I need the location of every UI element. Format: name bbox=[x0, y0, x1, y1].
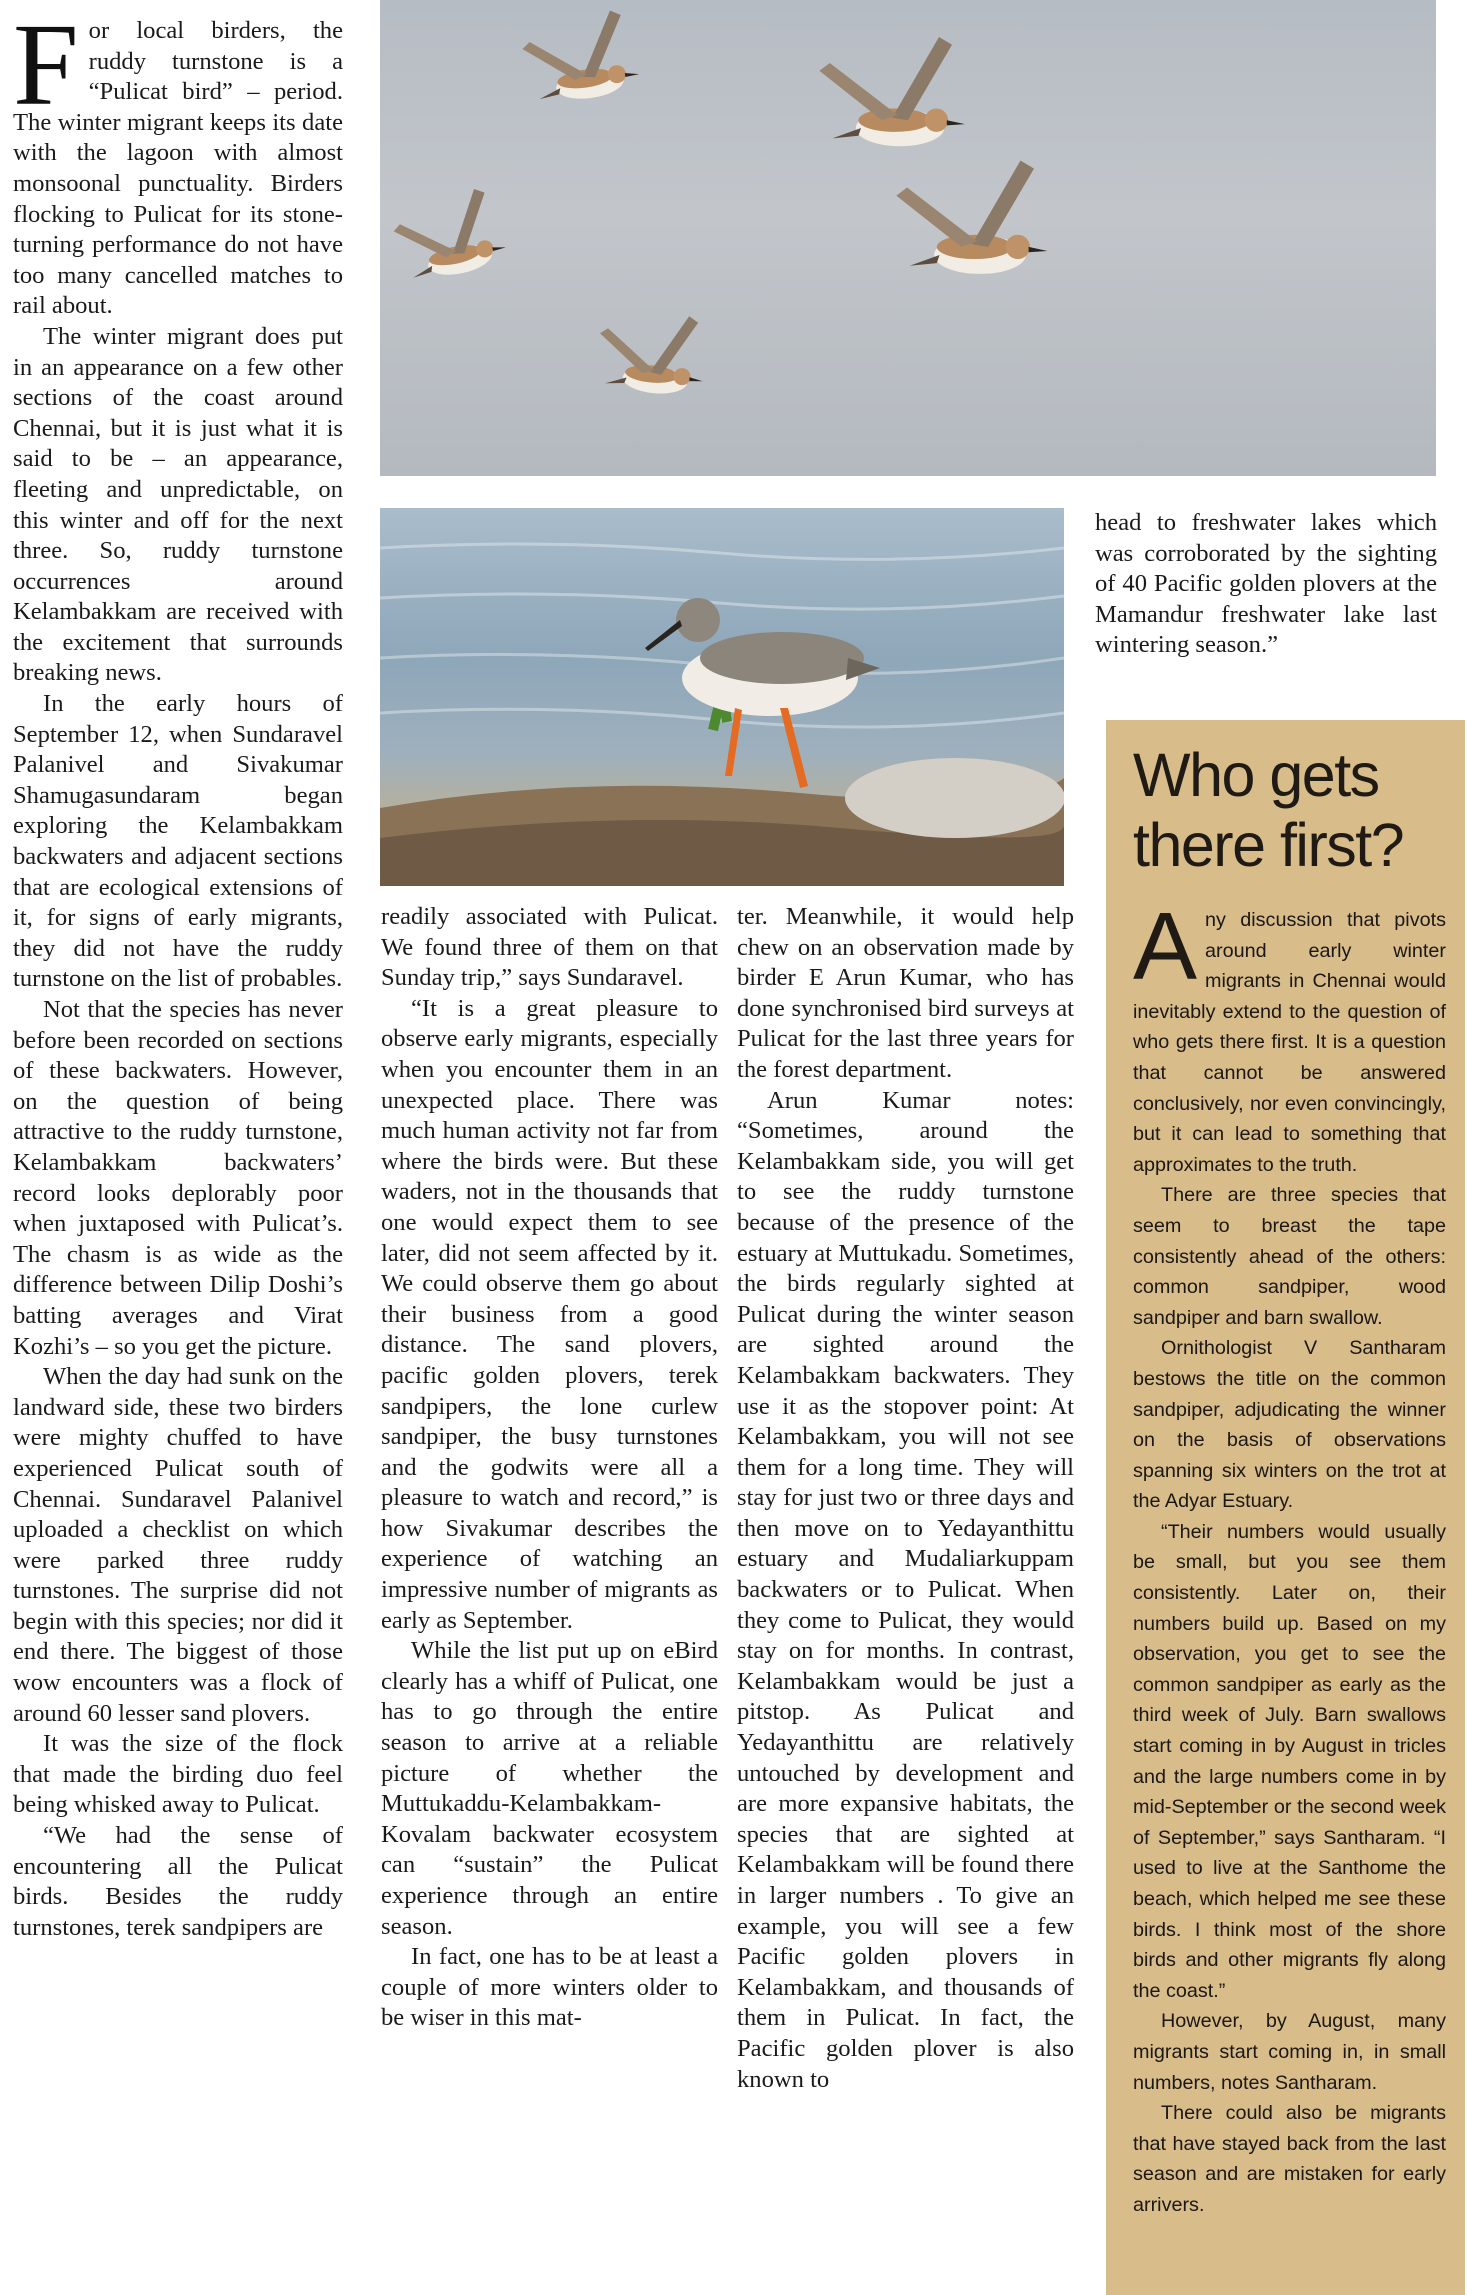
article-column-4 bbox=[1095, 508, 1437, 661]
paragraph: It was the size of the flock that made the birding duo feel being whisked away to Pulicat. bbox=[13, 1730, 343, 1819]
drop-cap: A bbox=[1133, 893, 1198, 1000]
flying-birds-illustration bbox=[380, 0, 1436, 476]
bird-3 bbox=[819, 37, 965, 146]
article-column-3 bbox=[737, 902, 1074, 2095]
paragraph: When the day had sunk on the landward side, these two birders were mighty chuffed to have experienced Pulicat south of Chennai. Sundaravel Palanivel uploaded a checklist on which were parked three ruddy turnstones. The surprise did not begin with this species; nor did it end there. The biggest of those wow encounters was a flock of around 60 lesser sand plovers. bbox=[13, 1363, 343, 1727]
paragraph: While the list put up on eBird clearly has a whiff of Pulicat, one has to go through the entire season to arrive at a reliable picture of whether the Muttukaddu-Kelambakkam-Kovalam backwater ecosystem can “sustain” the Pulicat experience through an entire season. bbox=[381, 1637, 718, 1940]
sidebar-title: Who gets there first? bbox=[1133, 741, 1404, 879]
sidebar-body bbox=[1133, 893, 1446, 2221]
paragraph: Ornithologist V Santharam bestows the title on the common sandpiper, adjudicating the winner on the basis of observations spanning six winters on the trot at the Adyar Estuary. bbox=[1133, 1337, 1446, 1513]
sandpiper-illustration bbox=[380, 508, 1064, 886]
article-column-2 bbox=[381, 902, 718, 2034]
paragraph: In the early hours of September 12, when Sundaravel Palanivel and Sivakumar Shamugasundaram began exploring the Kelambakkam backwaters and adjacent sections that are ecological extensions of it, for signs of early migrants, they did not have the ruddy turnstone on the list of probables. bbox=[13, 690, 343, 993]
bird-1 bbox=[519, 8, 642, 107]
paragraph: “Their numbers would usually be small, but you see them consistently. Later on, their numbers build up. Based on my observation, you get to see the common sandpiper as early as the third week of July. Barn swallows start coming in by August in tricles and the large numbers come in by mid-September or the second week of September,” says Santharam. “I used to live at the Santhome the beach, which helped me see these birds. I think most of the shore birds and other migrants fly along the coast.” bbox=[1133, 1520, 1446, 2002]
terek-sandpiper-photo bbox=[380, 508, 1064, 886]
paragraph: There could also be migrants that have stayed back from the last season and are mistaken for early arrivers. bbox=[1133, 2102, 1446, 2216]
paragraph: head to freshwater lakes which was corroborated by the sighting of 40 Pacific golden plovers at the Mamandur freshwater lake last wintering season.” bbox=[1095, 509, 1437, 659]
paragraph: Not that the species has never before been recorded on sections of these backwaters. However, on the question of being attractive to the ruddy turnstone, Kelambakkam backwaters’ record looks deplorably poor when juxtaposed with Pulicat’s. The chasm is as wide as the difference between Dilip Doshi’s batting averages and Virat Kozhi’s – so you get the picture. bbox=[13, 996, 343, 1360]
paragraph: Arun Kumar notes: “Sometimes, around the Kelambakkam side, you will get to see the ruddy turnstone because of the presence of the estuary at Muttukadu. Sometimes, the birds regularly sighted at Pulicat during the winter season are sighted around the Kelambakkam backwaters. They use it as the stopover point: At Kelambakkam, you will not see them for a long time. They will stay for just two or three days and then move on to Yedayanthittu estuary and Mudaliarkuppam backwaters or to Pulicat. When they come to Pulicat, they would stay on for months. In contrast, Kelambakkam would be just a pitstop. As Pulicat and Yedayanthittu are relatively untouched by development and are more expansive habitats, the species that are sighted at Kelambakkam will be found there in larger numbers . To give an example, you will see a few Pacific golden plovers in Kelambakkam, and thousands of them in Pulicat. In fact, the Pacific golden plover is also known to bbox=[737, 1086, 1074, 2093]
paragraph: ter. Meanwhile, it would help chew on an observation made by birder E Arun Kumar, who has done synchronised bird surveys at Pulicat for the last three years for the forest department. bbox=[737, 903, 1074, 1083]
drop-cap: F bbox=[13, 0, 79, 130]
paragraph: Any discussion that pivots around early winter migrants in Chennai would inevitably extend to the question of who gets there first. It is a question that cannot be answered conclusively, nor even convincingly, but it can lead to something that approximates to the truth. bbox=[1133, 893, 1446, 1176]
paragraph: However, by August, many migrants start coming in, in small numbers, notes Santharam. bbox=[1133, 2010, 1446, 2094]
paragraph: “We had the sense of encountering all the Pulicat birds. Besides the ruddy turnstones, terek sandpipers are bbox=[13, 1822, 343, 1941]
bird-5 bbox=[595, 309, 708, 398]
paragraph: readily associated with Pulicat. We found three of them on that Sunday trip,” says Sundaravel. bbox=[381, 903, 718, 992]
paragraph: “It is a great pleasure to observe early migrants, especially when you encounter them in an unexpected place. There was much human activity not far from where the birds were. But these waders, not in the thousands that one would expect them to see later, did not seem affected by it. We could observe them go about their business from a good distance. The sand plovers, pacific golden plovers, terek sandpipers, the lone curlew sandpiper, the busy turnstones and the godwits were all a pleasure to watch and record,” is how Sivakumar describes the experience of watching an impressive number of migrants as early as September. bbox=[381, 994, 718, 1634]
sandpiper-bird bbox=[645, 598, 880, 788]
sidebar-box bbox=[1106, 720, 1465, 2295]
paragraph: For local birders, the ruddy turnstone is a “Pulicat bird” – period. The winter migrant keeps its date with the lagoon with almost monsoonal punctuality. Birders flocking to Pulicat for its stone-turning performance do not have too many cancelled matches to rail about. bbox=[13, 0, 343, 320]
paragraph: The winter migrant does put in an appearance on a few other sections of the coast around Chennai, but it is just what it is said to be – an appearance, fleeting and unpredictable, on this winter and off for the next three. So, ruddy turnstone occurrences around Kelambakkam are received with the excitement that surrounds breaking news. bbox=[13, 322, 343, 687]
paragraph: There are three species that seem to breast the tape consistently ahead of the others: common sandpiper, wood sandpiper and barn swallow. bbox=[1133, 1184, 1446, 1329]
flying-birds-photo bbox=[380, 0, 1436, 476]
bird-2 bbox=[389, 185, 510, 285]
article-column-1 bbox=[13, 0, 343, 1943]
paragraph: In fact, one has to be at least a couple of more winters older to be wiser in this mat- bbox=[381, 1943, 718, 2032]
bird-4 bbox=[896, 161, 1047, 274]
